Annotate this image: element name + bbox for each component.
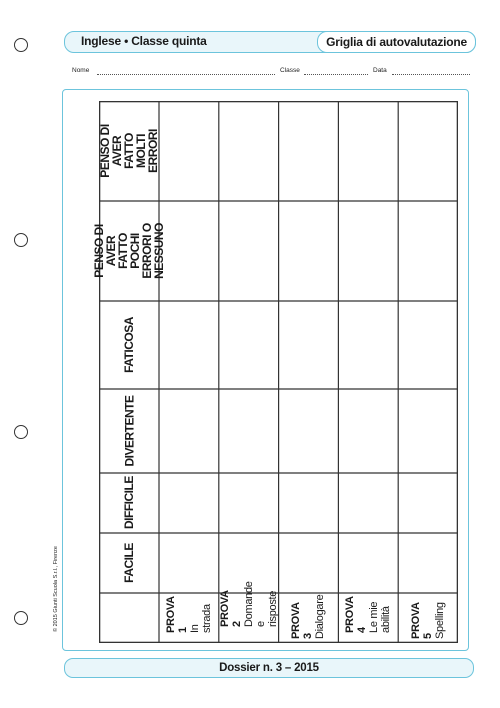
test-row-label [279, 593, 339, 643]
test-number: PROVA 2 [218, 590, 243, 627]
column-header-label: FATICOSA [122, 317, 136, 373]
column-header-label: DIVERTENTE [122, 395, 137, 467]
answer-cell[interactable] [219, 201, 279, 301]
answer-cell[interactable] [159, 389, 219, 473]
header-bar [64, 31, 476, 53]
subject-title: Inglese • Classe quinta [81, 34, 207, 48]
answer-cell[interactable] [279, 389, 339, 473]
answer-cell[interactable] [159, 473, 219, 533]
answer-cell[interactable] [159, 533, 219, 593]
test-title: Spelling [434, 602, 447, 639]
answer-cell[interactable] [398, 473, 458, 533]
answer-cell[interactable] [338, 101, 398, 201]
answer-cell[interactable] [338, 533, 398, 593]
test-row-label [218, 581, 279, 643]
answer-cell[interactable] [398, 201, 458, 301]
answer-cell[interactable] [398, 533, 458, 593]
test-number: PROVA 3 [290, 602, 315, 639]
answer-cell[interactable] [159, 301, 219, 389]
answer-cell[interactable] [279, 473, 339, 533]
answer-cell[interactable] [338, 301, 398, 389]
copyright-text: © 2015 Giunti Scuola S.r.l., Firenze [53, 546, 59, 632]
answer-cell[interactable] [219, 301, 279, 389]
answer-cell[interactable] [338, 201, 398, 301]
answer-cell[interactable] [338, 473, 398, 533]
date-field[interactable] [392, 74, 470, 75]
class-label: Classe [280, 67, 300, 74]
test-title: Le mie abilità [368, 601, 393, 633]
punch-hole [14, 425, 28, 439]
column-header-label: DIFFICILE [122, 476, 136, 529]
dossier-label: Dossier n. 3 – 2015 [219, 662, 319, 674]
answer-cell[interactable] [398, 101, 458, 201]
column-header [99, 301, 159, 389]
test-title: Dialogare [314, 594, 327, 639]
column-header [99, 101, 159, 201]
test-row-label [159, 593, 219, 643]
test-number: PROVA 5 [410, 602, 435, 639]
column-header [99, 533, 159, 593]
date-label: Data [373, 67, 387, 74]
answer-cell[interactable] [219, 389, 279, 473]
test-number: PROVA 1 [164, 596, 189, 633]
answer-cell[interactable] [279, 301, 339, 389]
column-header [92, 201, 166, 301]
answer-cell[interactable] [398, 301, 458, 389]
answer-cell[interactable] [219, 473, 279, 533]
name-field[interactable] [97, 74, 275, 75]
column-header-label: PENSO DI AVER FATTO MOLTI ERRORI [98, 124, 160, 178]
answer-cell[interactable] [159, 101, 219, 201]
answer-cell[interactable] [159, 201, 219, 301]
column-header [99, 389, 159, 473]
class-field[interactable] [304, 74, 368, 75]
test-number: PROVA 4 [344, 596, 369, 633]
column-header-label: FACILE [122, 543, 136, 583]
test-row-label [398, 593, 458, 643]
answer-cell[interactable] [279, 533, 339, 593]
section-title: Griglia di autovalutazione [317, 31, 476, 53]
name-label: Nome [72, 67, 90, 74]
student-fields [72, 67, 472, 79]
column-header [99, 473, 159, 533]
punch-hole [14, 611, 28, 625]
column-header-label: PENSO DI AVER FATTO POCHI ERRORI O NESSUNO [92, 223, 166, 279]
answer-cell[interactable] [279, 101, 339, 201]
answer-cell[interactable] [398, 389, 458, 473]
test-title: In strada [188, 604, 213, 633]
footer-bar [64, 658, 474, 678]
assessment-grid [92, 101, 458, 643]
answer-cell[interactable] [279, 201, 339, 301]
test-title: Domande e risposte [242, 581, 279, 627]
answer-cell[interactable] [219, 101, 279, 201]
answer-cell[interactable] [338, 389, 398, 473]
test-row-label [338, 593, 398, 643]
punch-hole [14, 38, 28, 52]
punch-hole [14, 233, 28, 247]
